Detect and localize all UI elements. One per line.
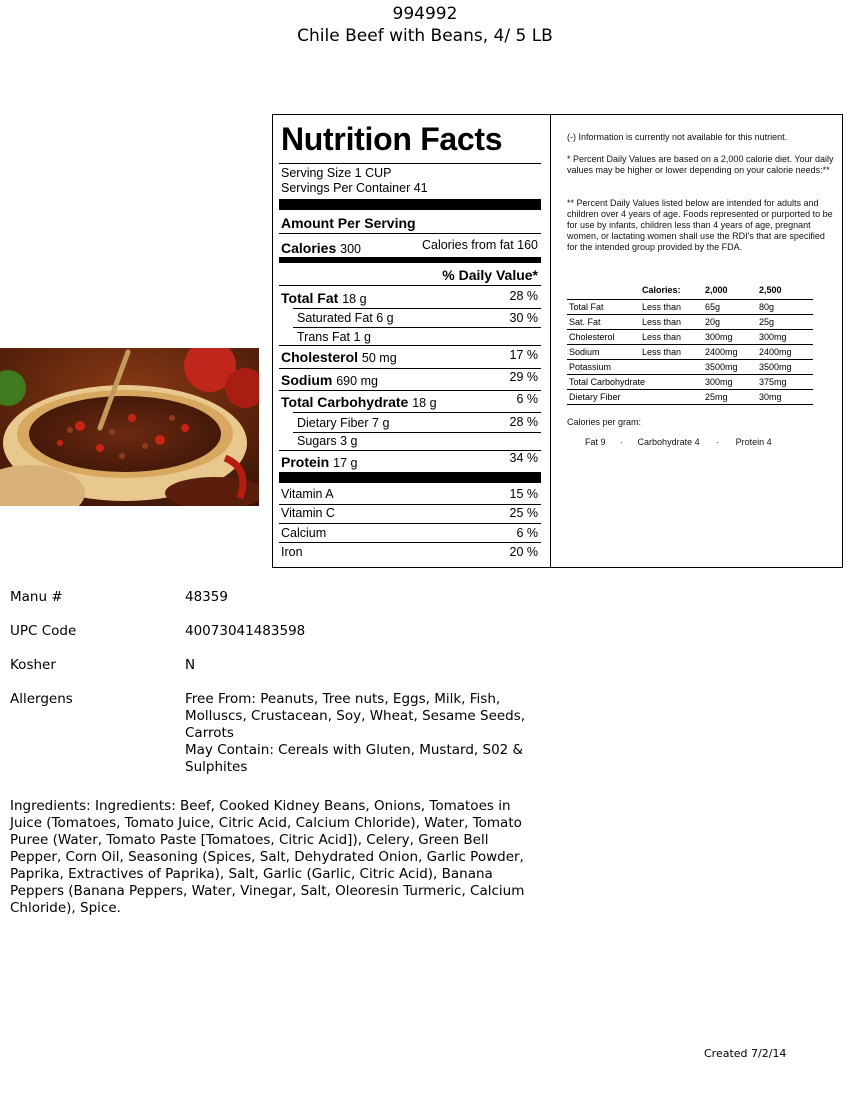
adults-children-note: ** Percent Daily Values listed below are intended for adults and children over 4 years of age. Foods represented or purported to be for use by infants, children less than 4 years of age, pregnant women, or lactating women shall use the RDI's that are specified for the intended group provided by the FDA. [567, 198, 833, 252]
dv-cell: 20g [705, 317, 721, 327]
nutrient-row-protein [281, 454, 357, 470]
dv-cell: 300mg [705, 377, 733, 387]
dv-cell: 2400mg [705, 347, 738, 357]
thick-divider [279, 199, 541, 210]
footnote-panel [551, 115, 842, 567]
product-code: 994992 [392, 4, 458, 24]
dv-cell: Potassium [569, 362, 612, 372]
dv-header-2000: 2,000 [705, 285, 728, 295]
nutrient-row-total-carbohydrate [281, 394, 437, 410]
dv-cell: Total Carbohydrate [569, 377, 646, 387]
nutrient-row-total-fat [281, 290, 367, 306]
divider [293, 412, 541, 413]
divider [279, 285, 541, 286]
nutrient-pct: 6 % [516, 392, 538, 406]
calories-per-gram-values [585, 437, 850, 448]
upc-value: 40073041483598 [185, 623, 306, 639]
separator: · [620, 437, 624, 447]
dv-cell: Dietary Fiber [569, 392, 621, 402]
allergens-value [185, 691, 535, 776]
nutrient-row-cholesterol [281, 349, 397, 365]
nutrient-label: Saturated Fat [297, 311, 373, 325]
allergens-label: Allergens [10, 691, 73, 707]
nutrient-row-saturated-fat [297, 311, 394, 325]
dv-cell: 80g [759, 302, 775, 312]
nutrient-label: Protein [281, 454, 330, 470]
dv-cell: Less than [642, 302, 682, 312]
ingredients-text: Ingredients: Ingredients: Beef, Cooked Kidney Beans, Onions, Tomatoes in Juice (Tomatoes, Tomato Juice, Citric Acid, Calcium Chloride), Water, Tomato Puree (Water, Tomato Paste [Tomatoes, Citric Acid]), Celery, Green Bell Pepper, Corn Oil, Seasoning (Spices, Salt, Dehydrated Onion, Garlic Powder, Paprika, Extractives of Paprika), Salt, Garlic (Garlic, Citric Acid), Banana Peppers (Banana Peppers, Water, Vinegar, Salt, Oleoresin Turmeric, Calcium Chloride), Spice. [10, 798, 525, 916]
divider [279, 542, 541, 543]
divider [279, 523, 541, 524]
created-date: Created 7/2/14 [704, 1047, 787, 1060]
nutrient-label: Trans Fat [297, 330, 351, 344]
nutrient-label: Cholesterol [281, 349, 359, 365]
nutrient-pct: 29 % [509, 370, 538, 384]
vitamin-c-label: Vitamin C [281, 506, 335, 520]
dv-cell: 65g [705, 302, 721, 312]
divider [279, 368, 541, 369]
product-photo [0, 348, 259, 506]
dv-row [567, 300, 813, 315]
nutrient-label: Total Fat [281, 290, 339, 306]
nutrient-row-sodium [281, 372, 378, 388]
dv-cell: Total Fat [569, 302, 604, 312]
dv-cell: 375mg [759, 377, 787, 387]
nutrition-panel [273, 115, 551, 567]
percent-dv-note: * Percent Daily Values are based on a 2,000 calorie diet. Your daily values may be higher or lower depending on your calorie needs:** [567, 154, 834, 175]
fat-per-gram: Fat 9 [585, 437, 606, 447]
divider [279, 504, 541, 505]
dv-cell: Less than [642, 347, 682, 357]
dv-cell: 300mg [759, 332, 787, 342]
nutrient-amount: 18 g [412, 396, 437, 410]
carbohydrate-per-gram: Carbohydrate 4 [637, 437, 700, 447]
nutrient-row-sugars [297, 434, 357, 448]
nutrient-label: Total Carbohydrate [281, 394, 409, 410]
nutrition-facts-label [272, 114, 843, 568]
dv-cell: 30mg [759, 392, 782, 402]
dv-cell: Sodium [569, 347, 600, 357]
calories-value: 300 [340, 242, 361, 256]
dv-cell: 25g [759, 317, 775, 327]
divider [293, 308, 541, 309]
divider [279, 163, 541, 164]
manu-value: 48359 [185, 589, 228, 605]
not-available-note: (-) Information is currently not available for this nutrient. [567, 132, 788, 142]
protein-per-gram: Protein 4 [735, 437, 772, 447]
nutrient-pct: 17 % [509, 348, 538, 362]
calcium-pct: 6 % [516, 526, 538, 540]
nutrient-pct: 30 % [509, 311, 538, 325]
dv-row [567, 360, 813, 375]
dv-cell: 3500mg [705, 362, 738, 372]
nutrient-amount: 17 g [333, 456, 358, 470]
nutrient-amount: 7 g [372, 416, 390, 430]
dv-header-calories: Calories: [642, 285, 681, 295]
nutrient-amount: 3 g [340, 434, 358, 448]
nutrient-amount: 1 g [353, 330, 371, 344]
kosher-value: N [185, 657, 196, 673]
dv-cell: Less than [642, 332, 682, 342]
nutrient-amount: 6 g [376, 311, 394, 325]
product-name: Chile Beef with Beans, 4/ 5 LB [297, 26, 553, 46]
dv-table-header [567, 283, 813, 300]
nutrition-title: Nutrition Facts [281, 121, 503, 157]
nutrient-row-trans-fat [297, 330, 371, 344]
amount-per-serving: Amount Per Serving [281, 215, 416, 231]
dv-row [567, 330, 813, 345]
divider [279, 390, 541, 391]
nutrient-amount: 690 mg [336, 374, 378, 388]
divider [293, 327, 541, 328]
iron-label: Iron [281, 545, 303, 559]
nutrient-amount: 50 mg [361, 351, 397, 365]
separator: · [716, 437, 720, 447]
divider [279, 233, 541, 234]
medium-divider [279, 257, 541, 263]
allergens-may-contain: May Contain: Cereals with Gluten, Mustard, S02 & Sulphites [185, 742, 524, 775]
nutrient-row-dietary-fiber [297, 416, 389, 430]
allergens-free-from: Free From: Peanuts, Tree nuts, Eggs, Milk, Fish, Molluscs, Crustacean, Soy, Wheat, Sesame Seeds, Carrots [185, 691, 526, 741]
divider [293, 432, 541, 433]
nutrient-pct: 28 % [509, 289, 538, 303]
kosher-label: Kosher [10, 657, 56, 673]
vitamin-a-pct: 15 % [509, 487, 538, 501]
dv-cell: 300mg [705, 332, 733, 342]
dv-row [567, 345, 813, 360]
dv-row [567, 390, 813, 405]
manu-label: Manu # [10, 589, 63, 605]
nutrient-label: Sodium [281, 372, 333, 388]
calories-per-gram-label: Calories per gram: [567, 417, 642, 427]
servings-per-container: Servings Per Container 41 [281, 181, 428, 195]
nutrient-pct: 34 % [509, 451, 538, 465]
divider [279, 345, 541, 346]
dv-cell: Sat. Fat [569, 317, 601, 327]
dv-header-2500: 2,500 [759, 285, 782, 295]
calories-line [281, 240, 361, 256]
daily-value-header: % Daily Value* [442, 267, 538, 283]
divider [279, 450, 541, 451]
vitamin-c-pct: 25 % [509, 506, 538, 520]
nutrient-label: Dietary Fiber [297, 416, 369, 430]
nutrient-pct: 28 % [509, 415, 538, 429]
nutrient-label: Sugars [297, 434, 337, 448]
dv-cell: 2400mg [759, 347, 792, 357]
dv-cell: 3500mg [759, 362, 792, 372]
serving-size: Serving Size 1 CUP [281, 166, 392, 180]
dv-cell: 25mg [705, 392, 728, 402]
calcium-label: Calcium [281, 526, 327, 540]
upc-label: UPC Code [10, 623, 77, 639]
nutrient-amount: 18 g [342, 292, 367, 306]
thick-divider [279, 472, 541, 483]
vitamin-a-label: Vitamin A [281, 487, 334, 501]
iron-pct: 20 % [509, 545, 538, 559]
dv-cell: Cholesterol [569, 332, 615, 342]
calories-label: Calories [281, 240, 337, 256]
calories-from-fat: Calories from fat 160 [421, 238, 538, 252]
dv-cell: Less than [642, 317, 682, 327]
dv-row [567, 375, 813, 390]
dv-row [567, 315, 813, 330]
